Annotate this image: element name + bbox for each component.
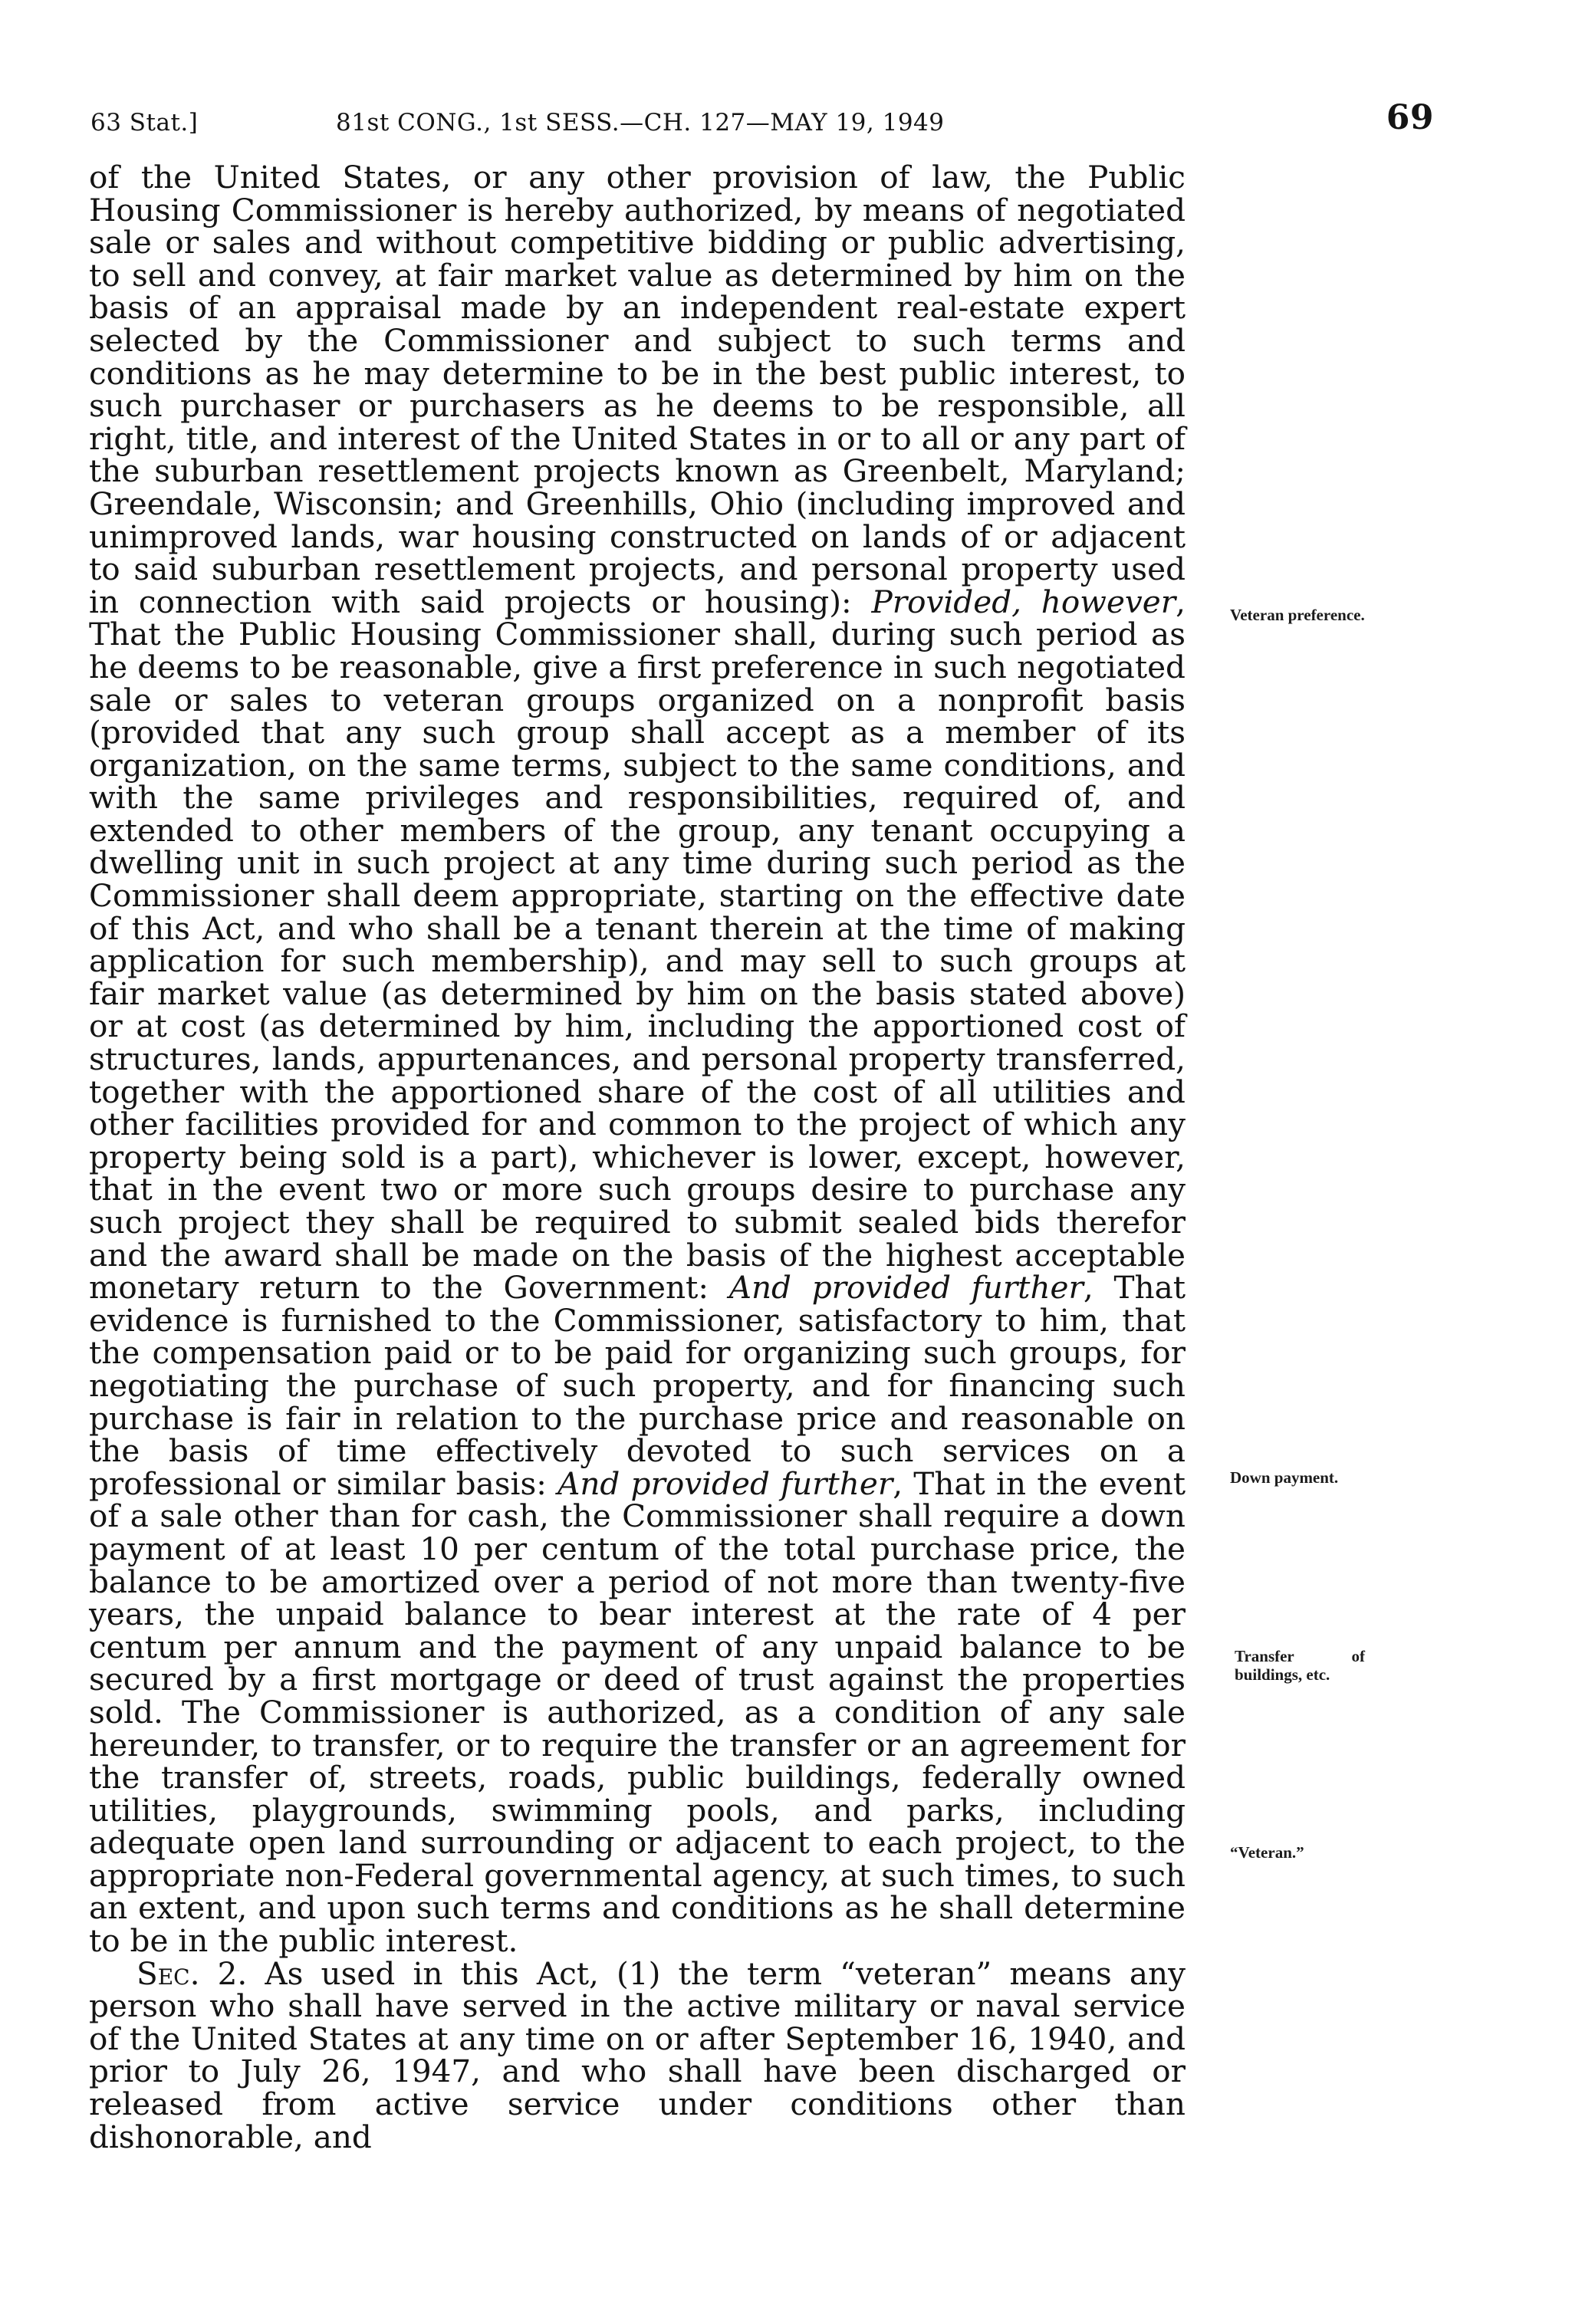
text-segment: of the United States, or any other provision of law, the Public Housing Commissioner is hereby authorized, by means of negotiated sale or sales and without competitive bidding or public advertising, to sell and convey, at fair market value as determined by him on the basis of an appraisal made by an independent real-estate expert selected by the Commissioner and subject to such terms and conditions as he may determine to be in the best public interest, to such purchaser or purchasers as he deems to be responsible, all right, title, and interest of the United States in or to all or any part of the suburban resettlement projects known as Greenbelt, Maryland; Greendale, Wisconsin; and Greenhills, Ohio (including improved and unimproved lands, war housing constructed on lands of or adjacent to said suburban resettlement projects, and personal property used in connection with said projects or housing): <box>89 159 1186 620</box>
proviso-further: And provided further <box>557 1464 893 1502</box>
margin-note-transfer-of-buildings: Transfer of buildings, etc. <box>1235 1647 1365 1684</box>
paragraph-sale-terms <box>89 159 1186 1960</box>
text-segment: , That the Public Housing Commissioner shall, during such period as he deems to be reasonable, give a first preference in such negotiated sale or sales to veteran groups organized on a nonprofit basis (provided that any such group shall accept as a member of its organization, on the same terms, subject to the same conditions, and with the same privileges and responsibilities, required of, and extended to other members of the group, any tenant occupying a dwelling unit in such project at any time during such period as the Commissioner shall deem appropriate, starting on the effective date of this Act, and who shall be a tenant therein at the time of making application for such membership), and may sell to such groups at fair market value (as determined by him on the basis stated above) or at cost (as determined by him, including the apportioned cost of structures, lands, appurtenances, and personal property transferred, together with the apportioned share of the cost of all utilities and other facilities provided for and common to the project of which any property being sold is a part), whichever is lower, except, however, that in the event two or more such groups desire to purchase any such project they shall be required to submit sealed bids therefor and the award shall be made on the basis of the highest acceptable monetary return to the Government: <box>89 583 1186 1307</box>
statute-body <box>89 161 1186 2153</box>
margin-note-veteran-definition: “Veteran.” <box>1230 1843 1304 1862</box>
margin-note-veteran-preference: Veteran preference. <box>1230 606 1365 624</box>
proviso-further: And provided further <box>728 1269 1084 1307</box>
text-segment: As used in this Act, (1) the term “veteran” means any person who shall have served in the active military or naval service of the United States at any time on or after September 16, 1940, and prior to July 26, 1947, and who shall have been discharged or released from active service under conditions other than dishonorable, and <box>89 1954 1186 2155</box>
margin-note-down-payment: Down payment. <box>1230 1468 1339 1487</box>
session-chapter-date: 81st CONG., 1st SESS.—CH. 127—MAY 19, 1949 <box>336 109 945 136</box>
page-number: 69 <box>1386 98 1434 137</box>
text-segment: , That evidence is furnished to the Commissioner, satisfactory to him, that the compensation paid or to be paid for organizing such groups, for negotiating the purchase of such property, and for financing such purchase is fair in relation to the purchase price and reasonable on the basis of time effectively devoted to such services on a professional or similar basis: <box>89 1269 1186 1502</box>
text-segment: , That in the event of a sale other than for cash, the Commissioner shall require a down payment of at least 10 per centum of the total purchase price, the balance to be amortized over a period of not more than twenty-five years, the unpaid balance to bear interest at the rate of 4 per centum per annum and the payment of any unpaid balance to be secured by a first mortgage or deed of trust against the properties sold. The Commissioner is authorized, as a condition of any sale hereunder, to transfer, or to require the transfer or an agreement for the transfer of, streets, roads, public buildings, federally owned utilities, playgrounds, swimming pools, and parks, including adequate open land surrounding or adjacent to each project, to the appropriate non-Federal governmental agency, at such times, to such an extent, and upon such terms and conditions as he shall determine to be in the public interest. <box>89 1464 1186 1960</box>
page-header <box>90 98 1434 136</box>
section-2-paragraph <box>89 1954 1186 2155</box>
statute-citation: 63 Stat.] <box>90 109 199 136</box>
section-label: Sec. 2. <box>136 1954 248 1992</box>
proviso-however: Provided, however <box>871 583 1176 620</box>
